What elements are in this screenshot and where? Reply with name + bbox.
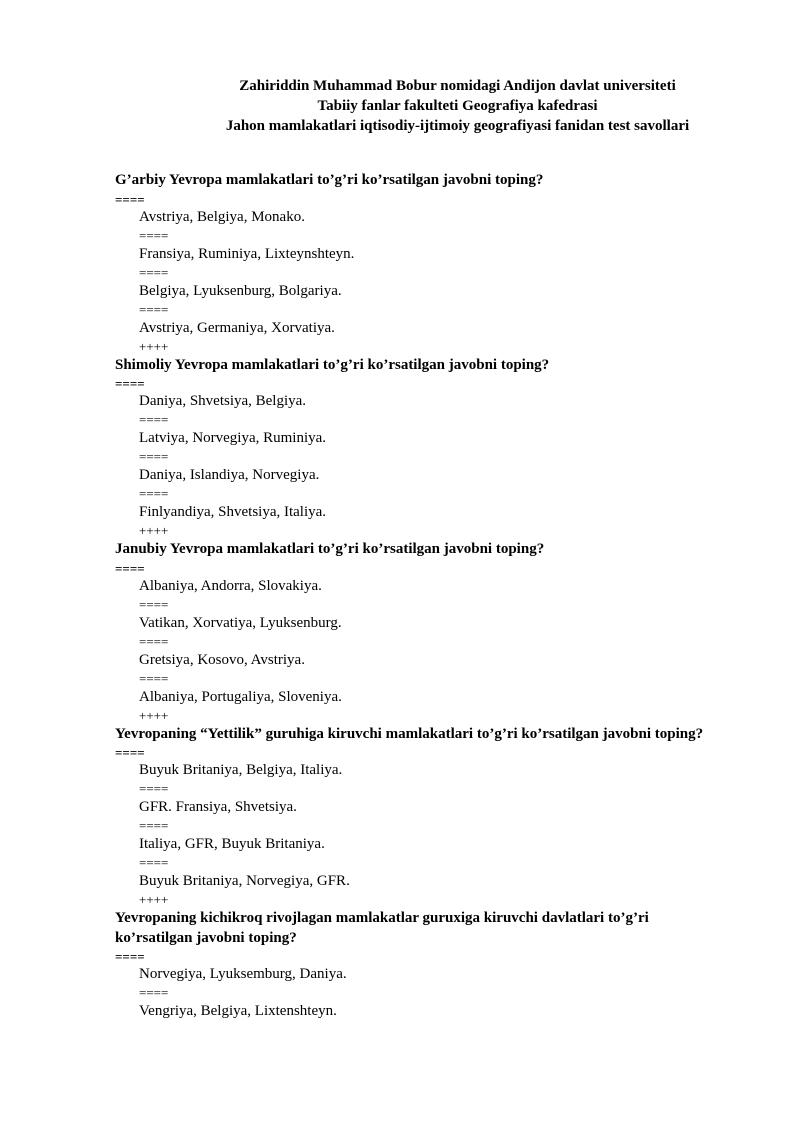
question-separator: ====	[115, 949, 145, 964]
answer-separator: ====	[139, 449, 169, 464]
correct-answer-marker: ++++	[139, 523, 169, 538]
answer-option: Gretsiya, Kosovo, Avstriya.	[139, 651, 305, 668]
question-separator: ====	[115, 745, 145, 760]
answer-option: Avstriya, Germaniya, Xorvatiya.	[139, 319, 335, 336]
answer-separator: ====	[139, 486, 169, 501]
question-text: Yevropaning “Yettilik” guruhiga kiruvchi mamlakatlari to’g’ri ko’rsatilgan javobni toping?	[115, 725, 704, 742]
faculty-name: Tabiiy fanlar fakulteti Geografiya kafedrasi	[317, 98, 598, 114]
answer-option: Avstriya, Belgiya, Monako.	[139, 208, 305, 225]
answer-separator: ====	[139, 781, 169, 796]
question-text: Shimoliy Yevropa mamlakatlari to’g’ri ko’rsatilgan javobni toping?	[115, 356, 550, 373]
correct-answer-marker: ++++	[139, 892, 169, 907]
answer-separator: ====	[139, 301, 169, 317]
answer-option: GFR. Fransiya, Shvetsiya.	[139, 799, 297, 815]
answer-option: Latviya, Norvegiya, Ruminiya.	[139, 430, 327, 446]
question-text: G’arbiy Yevropa mamlakatlari to’g’ri ko’rsatilgan javobni toping?	[115, 172, 544, 188]
answer-separator: ====	[139, 670, 169, 686]
answer-separator: ====	[139, 818, 169, 833]
document-header	[115, 76, 800, 136]
question-separator: ====	[115, 560, 145, 576]
answer-separator: ====	[139, 264, 169, 280]
answer-separator: ====	[139, 227, 169, 243]
answer-option: Finlyandiya, Shvetsiya, Italiya.	[139, 504, 327, 520]
answer-option: Belgiya, Lyuksenburg, Bolgariya.	[139, 282, 342, 299]
answer-option: Italiya, GFR, Buyuk Britaniya.	[139, 836, 325, 852]
question-text: Yevropaning kichikroq rivojlagan mamlakatlar guruxiga kiruvchi davlatlari to’g’ri ko’rsatilgan javobni toping?	[115, 910, 649, 946]
answer-option: Fransiya, Ruminiya, Lixteynshteyn.	[139, 245, 355, 262]
answer-option: Vatikan, Xorvatiya, Lyuksenburg.	[139, 614, 342, 631]
correct-answer-marker: ++++	[139, 338, 169, 354]
answer-separator: ====	[139, 985, 169, 1000]
answer-separator: ====	[139, 596, 169, 612]
question-text: Janubiy Yevropa mamlakatlari to’g’ri ko’rsatilgan javobni toping?	[115, 541, 545, 557]
answer-option: Albaniya, Portugaliya, Sloveniya.	[139, 688, 342, 705]
answer-separator: ====	[139, 855, 169, 870]
question-separator: ====	[115, 376, 145, 391]
answer-option: Albaniya, Andorra, Slovakiya.	[139, 577, 322, 594]
question-list	[115, 171, 705, 1021]
correct-answer-marker: ++++	[139, 707, 169, 723]
answer-option: Daniya, Shvetsiya, Belgiya.	[139, 393, 307, 409]
answer-option: Buyuk Britaniya, Norvegiya, GFR.	[139, 873, 350, 889]
test-title: Jahon mamlakatlari iqtisodiy-ijtimoiy geografiyasi fanidan test savollari	[225, 118, 690, 134]
university-name: Zahiriddin Muhammad Bobur nomidagi Andijon davlat universiteti	[239, 78, 676, 94]
answer-option: Norvegiya, Lyuksemburg, Daniya.	[139, 966, 347, 982]
answer-option: Daniya, Islandiya, Norvegiya.	[139, 467, 320, 483]
answer-separator: ====	[139, 412, 169, 427]
answer-option: Vengriya, Belgiya, Lixtenshteyn.	[139, 1003, 337, 1019]
question-separator: ====	[115, 191, 145, 207]
answer-separator: ====	[139, 633, 169, 649]
answer-option: Buyuk Britaniya, Belgiya, Italiya.	[139, 762, 343, 778]
